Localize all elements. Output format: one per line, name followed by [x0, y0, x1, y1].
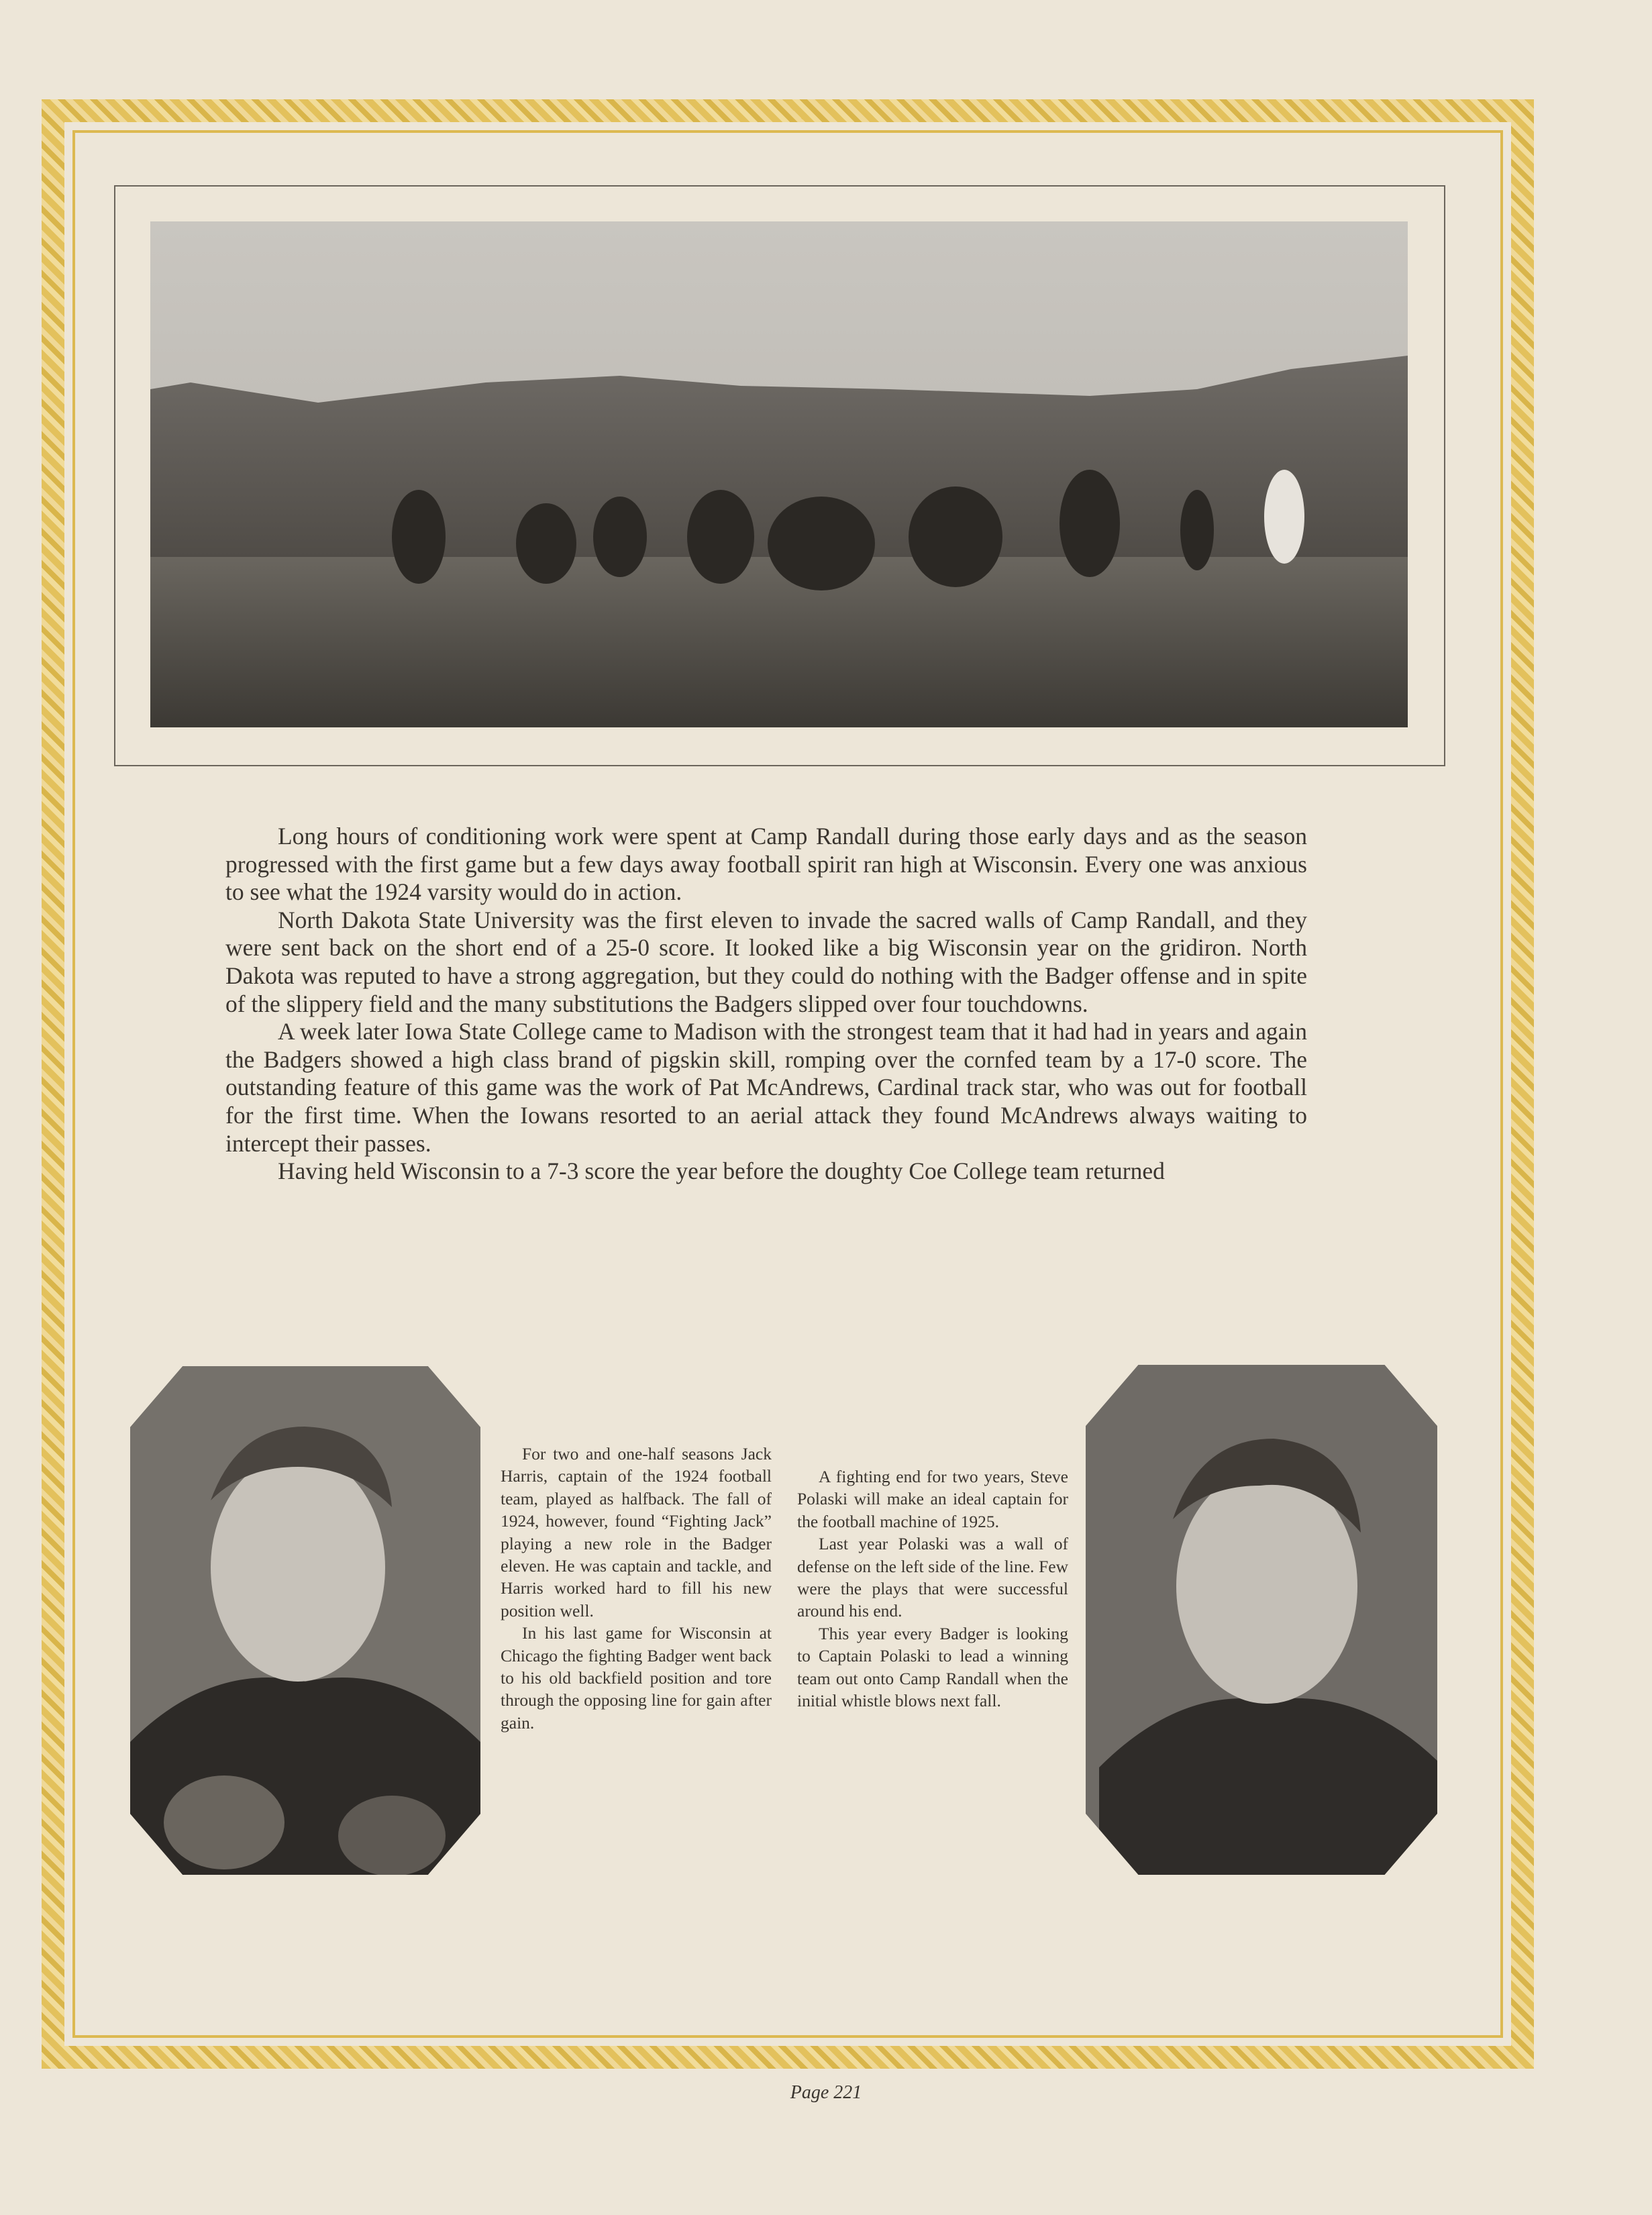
steve-polaski-portrait [1086, 1365, 1437, 1875]
caption-steve-polaski [797, 1465, 1068, 1712]
caption-paragraph: In his last game for Wisconsin at Chicago the fighting Badger went back to his old backfield position and tore through the opposing line for gain after gain. [501, 1623, 772, 1733]
caption-jack-harris [501, 1443, 772, 1734]
page-number: Page 221 [790, 2082, 862, 2103]
paragraph: North Dakota State University was the first eleven to invade the sacred walls of Camp Randall, and they were sent back on the short end of a 25-0 score. It looked like a big Wisconsin year on the gridiron. North Dakota was reputed to have a strong aggregation, but they could do nothing with the Badger offense and in spite of the slippery field and the many substitutions the Badgers slipped over four touchdowns. [225, 906, 1307, 1017]
football-game-photo [150, 221, 1408, 727]
paragraph: A week later Iowa State College came to Madison with the strongest team that it had had in years and again the Badgers showed a high class brand of pigskin skill, romping over the cornfed team by a 17-0 score. The outstanding feature of this game was the work of Pat McAndrews, Cardinal track star, who was out for football for the first time. When the Iowans resorted to an aerial attack they found McAndrews always waiting to intercept their passes. [225, 1018, 1307, 1157]
caption-paragraph: Last year Polaski was a wall of defense on the left side of the line. Few were the plays that were successful around his end. [797, 1534, 1068, 1621]
caption-paragraph: For two and one-half seasons Jack Harris, captain of the 1924 football team, played as halfback. The fall of 1924, however, found “Fighting Jack” playing a new role in the Badger eleven. He was captain and tackle, and Harris worked hard to fill his new position well. [501, 1444, 772, 1620]
paragraph: Having held Wisconsin to a 7-3 score the year before the doughty Coe College team returned [278, 1157, 1165, 1185]
paragraph: Long hours of conditioning work were spent at Camp Randall during those early days and as the season progressed with the first game but a few days away football spirit ran high at Wisconsin. Every one was anxious to see what the 1924 varsity would do in action. [225, 823, 1307, 906]
caption-paragraph: A fighting end for two years, Steve Polaski will make an ideal captain for the football machine of 1925. [797, 1467, 1068, 1531]
caption-paragraph: This year every Badger is looking to Captain Polaski to lead a winning team out onto Camp Randall when the initial whistle blows next fall. [797, 1623, 1068, 1711]
article-body [225, 823, 1307, 1186]
jack-harris-portrait [130, 1366, 480, 1875]
